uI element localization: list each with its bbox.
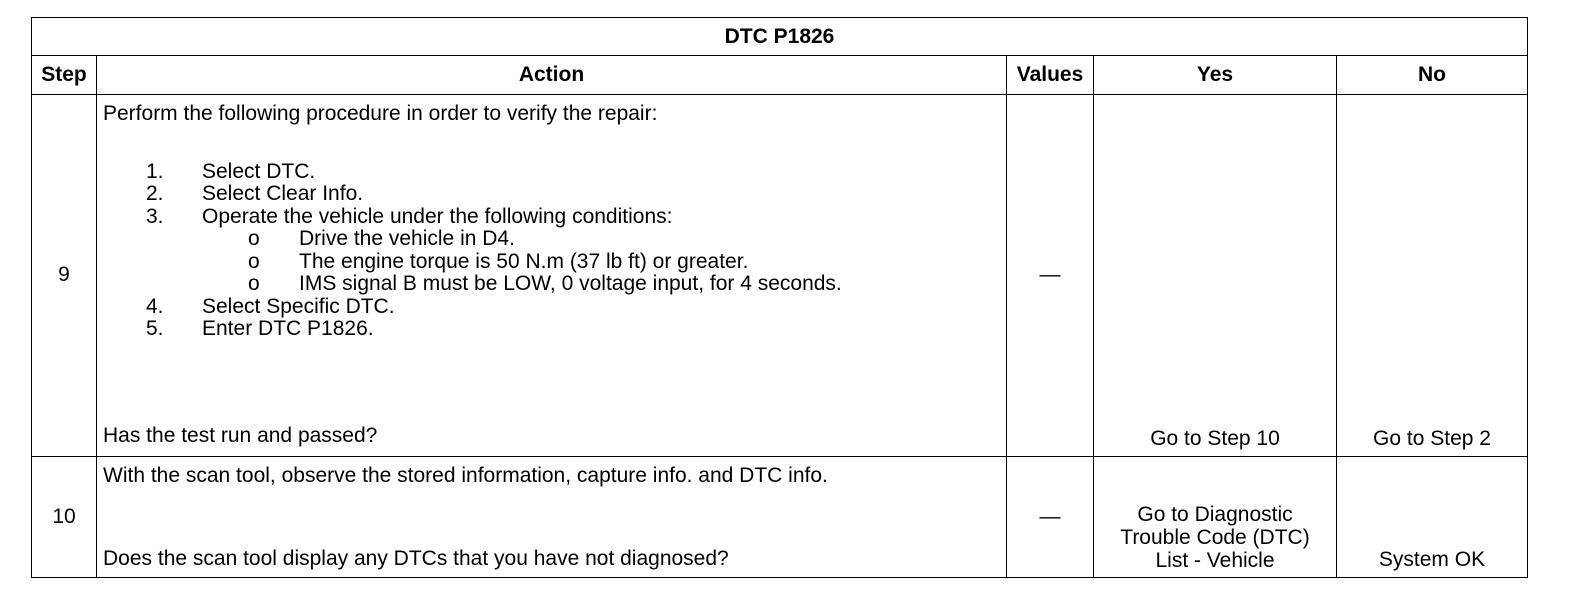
bullet-marker: o [248,272,260,296]
sublist-item [103,251,1000,274]
list-item [103,296,1000,319]
go-to-link: Go to Step 10 [1150,426,1280,450]
values-cell: — [1007,94,1094,456]
list-number: 5. [146,317,164,341]
no-cell [1337,94,1528,456]
step-number: 10 [32,456,97,577]
header-values: Values [1007,56,1094,94]
step-number: 9 [32,94,97,456]
yes-line: List - Vehicle [1155,549,1275,572]
sublist-item [103,228,1000,251]
table-row [32,456,1528,577]
table-header-row [32,56,1528,94]
table-title: DTC P1826 [32,18,1528,56]
list-text: Select Specific DTC. [202,294,395,318]
list-text: Select Clear Info. [202,182,364,206]
yes-cell [1094,456,1337,577]
sublist-text: IMS signal B must be LOW, 0 voltage input, for 4 seconds. [299,272,842,296]
list-text: Operate the vehicle under the following conditions: [202,204,673,228]
list-number: 3. [146,204,164,228]
header-no: No [1337,56,1528,94]
list-item [103,206,1000,229]
yes-line: Trouble Code (DTC) [1120,526,1310,549]
list-number: 2. [146,182,164,206]
sublist-text: The engine torque is 50 N.m (37 lb ft) or greater. [299,249,749,273]
yes-cell [1094,94,1337,456]
list-item [103,161,1000,184]
header-step: Step [32,56,97,94]
table-title-row [32,18,1528,56]
no-cell [1337,456,1528,577]
bullet-marker: o [248,227,260,251]
list-item [103,318,1000,341]
go-to-link: Go to Step 2 [1373,426,1491,450]
values-cell: — [1007,456,1094,577]
list-item [103,183,1000,206]
list-text: Select DTC. [202,159,316,183]
sublist-text: Drive the vehicle in D4. [299,227,515,251]
action-question: Has the test run and passed? [103,423,378,447]
action-question: Does the scan tool display any DTCs that you have not diagnosed? [103,546,729,570]
list-number: 4. [146,294,164,318]
no-result: System OK [1378,548,1486,571]
action-intro: With the scan tool, observe the stored information, capture info. and DTC info. [103,463,828,487]
yes-line: Go to Diagnostic [1137,503,1293,526]
bullet-marker: o [248,249,260,273]
action-cell [97,456,1007,577]
sublist-item [103,273,1000,296]
action-intro: Perform the following procedure in order to verify the repair: [103,101,658,125]
list-text: Enter DTC P1826. [202,317,374,341]
header-action: Action [97,56,1007,94]
list-number: 1. [146,159,164,183]
header-yes: Yes [1094,56,1337,94]
table-row [32,94,1528,456]
action-cell [97,94,1007,456]
dtc-table [31,17,1528,578]
